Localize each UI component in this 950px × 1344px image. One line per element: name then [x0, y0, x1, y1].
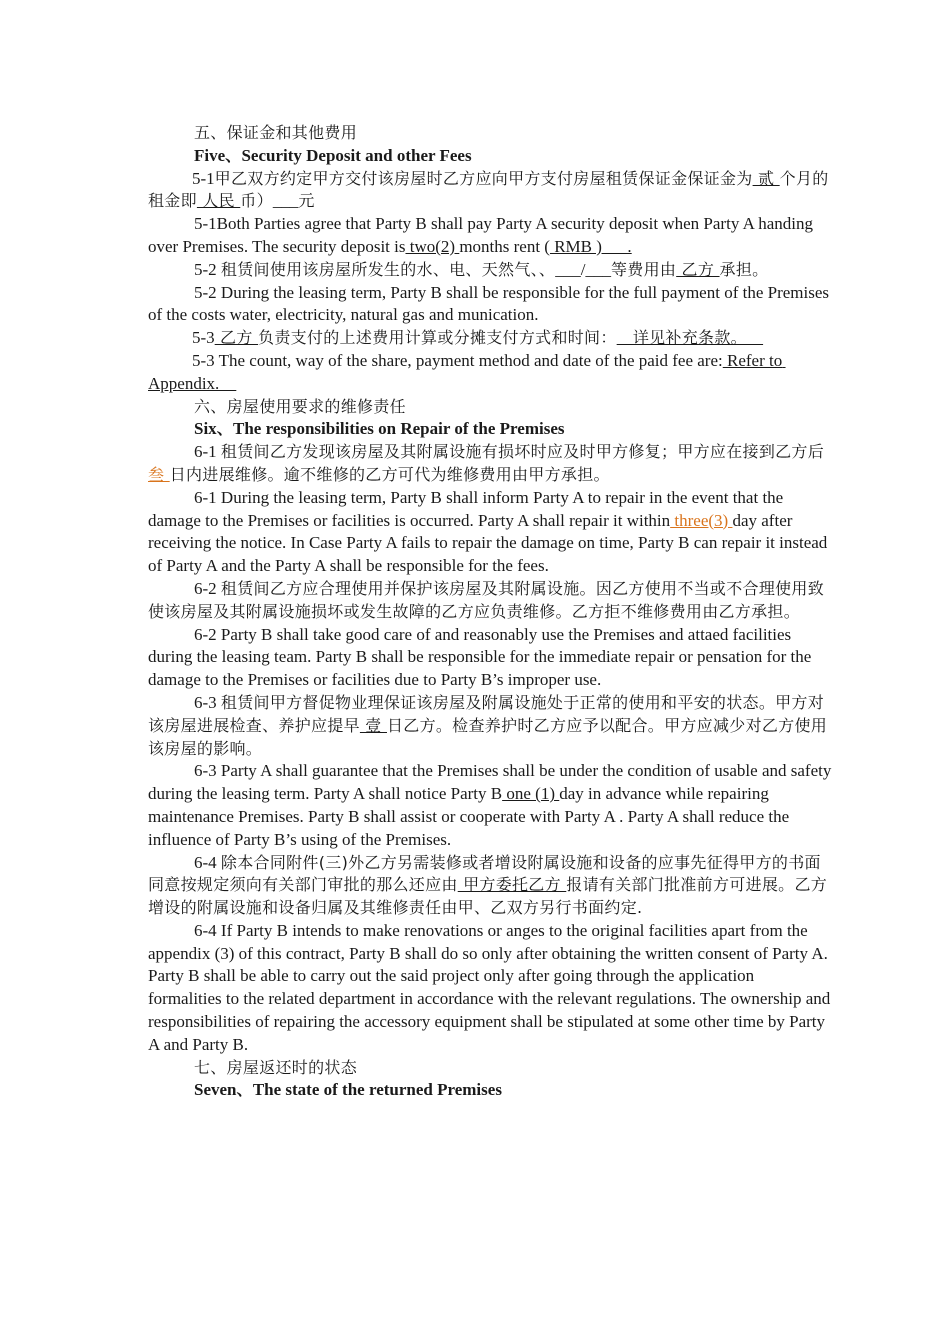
section-six-title-zh: 六、房屋使用要求的维修责任 [194, 396, 406, 416]
notice-days-en: one (1) [502, 784, 560, 804]
clause-6-3-zh: 6-3 租赁间甲方督促物业理保证该房屋及附属设施处于正常的使用和平安的状态。甲方对该房屋进展检查、养护应提早 壹 日乙方。检查养护时乙方应予以配合。甲方应减少对乙方使用该房屋的影响。 [148, 692, 828, 758]
approval-party-blank: 甲方委托乙方 [457, 875, 567, 895]
section-seven-title-zh: 七、房屋返还时的状态 [194, 1057, 358, 1077]
clause-6-4-zh: 6-4 除本合同附件(三)外乙方另需装修或者增设附属设施和设备的应事先征得甲方的书面同意按规定须向有关部门审批的那么还应由 甲方委托乙方 报请有关部门批准前方可进展。乙方增设的附属设施和设备归属及其维修责任由甲、乙双方另行书面约定. [148, 852, 828, 918]
clause-6-3-en: 6-3 Party A shall guarantee that the Premises shall be under the condition of usable and safety during the leasing term. Party A shall notice Party B one (1) day in advance while repairing maintenance Premises. Party B shall assist or cooperate with Party A . Party A shall reduce the influence of Party B’s using of the Premises. [148, 761, 832, 849]
section-seven-title-en: Seven、The state of the returned Premises [194, 1080, 502, 1100]
clause-5-1-en: 5-1Both Parties agree that Party B shall pay Party A security deposit when Party A handing over Premises. The security deposit is two(2) months rent ( RMB )___. [148, 214, 813, 256]
section-five-title-en: Five、Security Deposit and other Fees [194, 145, 472, 165]
clause-6-2-zh: 6-2 租赁间乙方应合理使用并保护该房屋及其附属设施。因乙方使用不当或不合理使用致使该房屋及其附属设施损坏或发生故障的乙方应负责维修。乙方拒不维修费用由乙方承担。 [148, 578, 825, 621]
clause-6-4-en: 6-4 If Party B intends to make renovations or anges to the original facilities apart from the appendix (3) of this contract, Party B shall do so only after obtaining the written consent of Party A. Party B shall be able to carry out the said project only after going through the application formalities to the related department in accordance with the relevant regulations. The ownership and responsibilities of repairing the accessory equipment shall be stipulated at some other time by Party A and Party B. [148, 920, 831, 1054]
contract-page [148, 122, 832, 1102]
clause-6-2-en: 6-2 Party B shall take good care of and reasonably use the Premises and attaed facilities during the leasing team. Party B shall be responsible for the immediate repair or pensation for the damage to the Premises or facilities due to Party B’s improper use. [148, 624, 812, 690]
clause-5-1-zh: 5-1甲乙双方约定甲方交付该房屋时乙方应向甲方支付房屋租赁保证金保证金为 贰 个月的租金即 人民 币）___元 [148, 168, 829, 211]
clause-6-1-en: 6-1 During the leasing term, Party B shall inform Party A to repair in the event that the damage to the Premises or facilities is occurred. Party A shall repair it within three(3) day after receiving the notice. In Case Party A fails to repair the damage on time, Party B can repair it instead of Party A and the Party A shall be responsible for the fees. [148, 487, 828, 576]
currency-blank: 人民 [196, 191, 241, 211]
clause-5-2-zh: 5-2 租赁间使用该房屋所发生的水、电、天然气、、___/___等费用由 乙方 承担。 [194, 259, 769, 279]
clause-5-3-en: 5-3 The count, way of the share, payment method and date of the paid fee are: Refer to Appendix. [148, 350, 786, 393]
deposit-months-blank: 贰 [752, 168, 780, 188]
section-five-title-zh: 五、保证金和其他费用 [194, 123, 358, 142]
clause-6-1-zh: 6-1 租赁间乙方发现该房屋及其附属设施有损坏时应及时甲方修复；甲方应在接到乙方后 叁 日内进展维修。逾不维修的乙方可代为维修费用由甲方承担。 [148, 442, 825, 484]
repair-days-en: three(3) [670, 510, 733, 530]
deposit-months-en: two(2) [405, 236, 460, 256]
section-six-title-en: Six、The responsibilities on Repair of the Premises [194, 419, 565, 439]
clause-5-2-en: 5-2 During the leasing term, Party B shall be responsible for the full payment of the Premises of the costs water, electricity, natural gas and munication. [148, 282, 830, 325]
clause-5-3-zh: 5-3 乙方 负责支付的上述费用计算或分摊支付方式和时间： 详见补充条款。 [192, 328, 764, 348]
notice-days-blank: 壹 [359, 715, 387, 735]
repair-days-blank: 叁 [148, 464, 170, 484]
